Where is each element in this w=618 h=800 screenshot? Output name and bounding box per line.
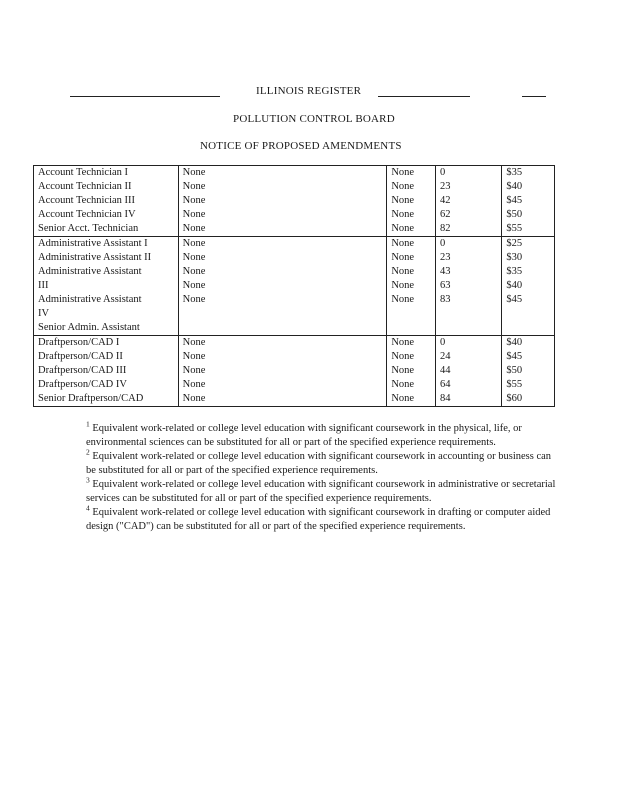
education-cell: None: [178, 237, 387, 252]
fee-cell: $45: [502, 350, 555, 364]
certification-cell: None: [387, 279, 436, 293]
job-title-cell: Senior Admin. Assistant: [34, 321, 179, 336]
footnote-3: [86, 475, 556, 505]
experience-cell: 24: [436, 350, 502, 364]
table-row: [34, 265, 555, 279]
table-row: [34, 194, 555, 208]
job-title-cell: Senior Acct. Technician: [34, 222, 179, 237]
table-row: [34, 279, 555, 293]
education-cell: None: [178, 180, 387, 194]
education-cell: None: [178, 279, 387, 293]
footnote-text: Equivalent work-related or college level education with significant coursework in administrative or secretarial services can be substituted for all or part of the specified experience requirements.: [86, 479, 556, 504]
fee-cell: $60: [502, 392, 555, 407]
certification-cell: [387, 307, 436, 321]
education-cell: None: [178, 350, 387, 364]
experience-cell: 64: [436, 378, 502, 392]
experience-cell: 23: [436, 251, 502, 265]
education-cell: None: [178, 166, 387, 181]
fee-cell: $45: [502, 293, 555, 307]
fee-cell: $35: [502, 166, 555, 181]
certification-cell: [387, 321, 436, 336]
header-rule-right: [378, 96, 470, 97]
certification-cell: None: [387, 378, 436, 392]
certification-cell: None: [387, 251, 436, 265]
experience-cell: 43: [436, 265, 502, 279]
footnote-2: [86, 447, 556, 477]
table-row: [34, 251, 555, 265]
job-title-cell: Administrative Assistant II: [34, 251, 179, 265]
education-cell: [178, 307, 387, 321]
education-cell: None: [178, 293, 387, 307]
certification-cell: None: [387, 350, 436, 364]
experience-cell: 83: [436, 293, 502, 307]
job-title-cell: Account Technician I: [34, 166, 179, 181]
fee-cell: $55: [502, 378, 555, 392]
education-cell: None: [178, 378, 387, 392]
table-row: [34, 307, 555, 321]
job-title-cell: Administrative Assistant I: [34, 237, 179, 252]
certification-cell: None: [387, 392, 436, 407]
table-row: [34, 222, 555, 237]
fee-table-body: [34, 166, 555, 407]
experience-cell: 0: [436, 166, 502, 181]
fee-cell: $40: [502, 336, 555, 351]
education-cell: None: [178, 208, 387, 222]
footnote-text: Equivalent work-related or college level education with significant coursework in the physical, life, or environmental sciences can be substituted for all or part of the specified experience requirements.: [86, 423, 522, 448]
education-cell: None: [178, 251, 387, 265]
footnote-text: Equivalent work-related or college level education with significant coursework in drafting or computer aided design ("CAD") can be substituted for all or part of the specified experience requirements.: [86, 507, 551, 532]
table-row: [34, 293, 555, 307]
job-title-cell: Draftperson/CAD I: [34, 336, 179, 351]
job-title-cell: Administrative Assistant: [34, 293, 179, 307]
footnotes: [86, 419, 556, 534]
table-row: [34, 350, 555, 364]
fee-cell: $55: [502, 222, 555, 237]
footnote-marker: 3: [86, 475, 90, 485]
agency-title: POLLUTION CONTROL BOARD: [233, 113, 395, 125]
experience-cell: 0: [436, 336, 502, 351]
certification-cell: None: [387, 166, 436, 181]
job-title-cell: Senior Draftperson/CAD: [34, 392, 179, 407]
experience-cell: 0: [436, 237, 502, 252]
job-title-cell: Account Technician III: [34, 194, 179, 208]
experience-cell: 84: [436, 392, 502, 407]
job-title-cell: Administrative Assistant: [34, 265, 179, 279]
fee-cell: $50: [502, 208, 555, 222]
certification-cell: None: [387, 265, 436, 279]
certification-cell: None: [387, 237, 436, 252]
job-title-cell: Draftperson/CAD III: [34, 364, 179, 378]
table-row: [34, 336, 555, 351]
footnote-marker: 1: [86, 419, 90, 429]
certification-cell: None: [387, 194, 436, 208]
experience-cell: [436, 321, 502, 336]
notice-title: NOTICE OF PROPOSED AMENDMENTS: [200, 140, 402, 152]
fee-cell: [502, 307, 555, 321]
fee-cell: $25: [502, 237, 555, 252]
footnote-text: Equivalent work-related or college level education with significant coursework in accounting or business can be substituted for all or part of the specified experience requirements.: [86, 451, 552, 476]
table-row: [34, 208, 555, 222]
experience-cell: 63: [436, 279, 502, 293]
fee-cell: [502, 321, 555, 336]
table-row: [34, 364, 555, 378]
experience-cell: 23: [436, 180, 502, 194]
job-title-cell: Account Technician II: [34, 180, 179, 194]
education-cell: [178, 321, 387, 336]
certification-cell: None: [387, 336, 436, 351]
certification-cell: None: [387, 364, 436, 378]
certification-cell: None: [387, 208, 436, 222]
fee-cell: $45: [502, 194, 555, 208]
footnote-4: [86, 503, 556, 533]
job-title-cell: Account Technician IV: [34, 208, 179, 222]
fee-cell: $40: [502, 279, 555, 293]
job-title-cell: III: [34, 279, 179, 293]
fee-cell: $50: [502, 364, 555, 378]
footnote-1: [86, 419, 556, 449]
table-row: [34, 166, 555, 181]
certification-cell: None: [387, 180, 436, 194]
education-cell: None: [178, 392, 387, 407]
table-row: [34, 378, 555, 392]
job-title-cell: IV: [34, 307, 179, 321]
certification-cell: None: [387, 222, 436, 237]
experience-cell: 82: [436, 222, 502, 237]
certification-cell: None: [387, 293, 436, 307]
header-rule-left: [70, 96, 220, 97]
education-cell: None: [178, 364, 387, 378]
education-cell: None: [178, 222, 387, 237]
experience-cell: [436, 307, 502, 321]
header-rule-far-right: [522, 96, 546, 97]
table-row: [34, 180, 555, 194]
education-cell: None: [178, 194, 387, 208]
footnote-marker: 4: [86, 503, 90, 513]
experience-cell: 62: [436, 208, 502, 222]
experience-cell: 44: [436, 364, 502, 378]
footnote-marker: 2: [86, 447, 90, 457]
table-row: [34, 237, 555, 252]
education-cell: None: [178, 265, 387, 279]
education-cell: None: [178, 336, 387, 351]
fee-cell: $30: [502, 251, 555, 265]
fee-table: [33, 165, 555, 407]
fee-cell: $35: [502, 265, 555, 279]
experience-cell: 42: [436, 194, 502, 208]
job-title-cell: Draftperson/CAD II: [34, 350, 179, 364]
fee-cell: $40: [502, 180, 555, 194]
table-row: [34, 392, 555, 407]
table-row: [34, 321, 555, 336]
job-title-cell: Draftperson/CAD IV: [34, 378, 179, 392]
register-title: ILLINOIS REGISTER: [256, 85, 362, 97]
